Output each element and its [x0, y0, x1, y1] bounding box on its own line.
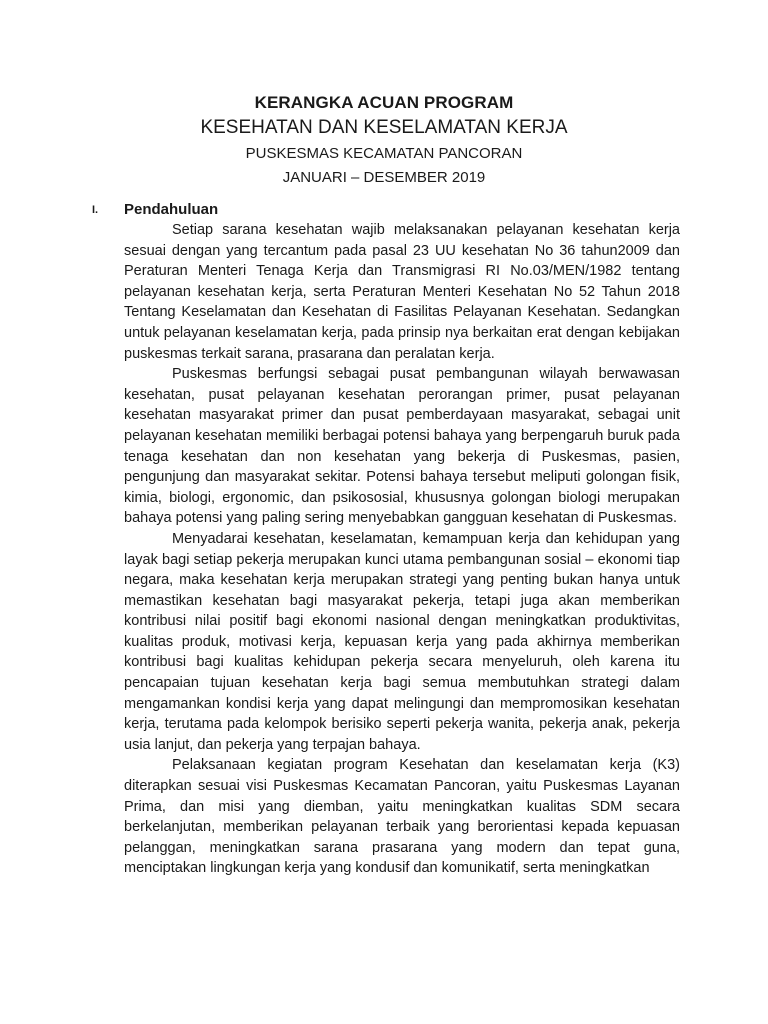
section-heading	[0, 200, 768, 220]
section-title: Pendahuluan	[124, 201, 219, 218]
paragraph: Puskesmas berfungsi sebagai pusat pembangunan wilayah berwawasan kesehatan, pusat pelayanan kesehatan perorangan primer, pusat pelayanan kesehatan masyarakat primer dan pusat pemberdayaan masyarakat, sebagai unit pelayanan kesehatan memiliki berbagai potensi bahaya yang berpengaruh buruk pada tenaga kesehatan dan non kesehatan yang bekerja di Puskesmas, pasien, pengunjung dan masyarakat sekitar. Potensi bahaya tersebut meliputi golongan fisik, kimia, biologi, ergonomic, dan psikososial, khususnya golongan biologi merupakan bahaya potensi yang paling sering menyebabkan gangguan kesehatan di Puskesmas.	[124, 366, 680, 527]
document-title: KERANGKA ACUAN PROGRAM	[254, 93, 514, 112]
institution-name: PUSKESMAS KECAMATAN PANCORAN	[245, 145, 523, 162]
paragraph: Pelaksanaan kegiatan program Kesehatan dan keselamatan kerja (K3) diterapkan sesuai visi Puskesmas Kecamatan Pancoran, yaitu Puskesmas Layanan Prima, dan misi yang diemban, yaitu meningkatkan kualitas SDM secara berkelanjutan, memberikan pelayanan terbaik yang berorientasi kepada kepuasan pelanggan, meningkatkan sarana prasarana yang modern dan tepat guna, menciptakan lingkungan kerja yang kondusif dan komunikatif, serta meningkatkan	[124, 757, 680, 877]
paragraph: Menyadarai kesehatan, keselamatan, kemampuan kerja dan kehidupan yang layak bagi setiap pekerja merupakan kunci utama pembangunan sosial – ekonomi tiap negara, maka kesehatan kerja merupakan strategi yang penting bukan hanya untuk memastikan kesehatan bagi masyarakat pekerja, tetapi juga akan memberikan kontribusi nilai positif bagi ekonomi nasional dengan meningkatkan produktivitas, kualitas produk, motivasi kerja, kepuasan kerja yang pada akhirnya memberikan kontribusi bagi kualitas kehidupan pekerja secara menyeluruh, oleh karena itu pencapaian tujuan kesehatan kerja bagi semua membutuhkan strategi dalam mengamankan kondisi kerja yang dapat melingungi dan mempromosikan kesehatan kerja, terutama pada kelompok berisiko seperti pekerja wanita, pekerja anak, pekerja usia lanjut, dan pekerja yang terpajan bahaya.	[124, 530, 680, 753]
section-number: I.	[92, 204, 99, 216]
period-label: JANUARI – DESEMBER 2019	[282, 169, 486, 186]
section-body	[124, 220, 680, 879]
document-header	[0, 92, 768, 189]
document-subtitle: KESEHATAN DAN KESELAMATAN KERJA	[200, 117, 568, 138]
paragraph: Setiap sarana kesehatan wajib melaksanakan pelayanan kesehatan kerja sesuai dengan yang tercantum pada pasal 23 UU kesehatan No 36 tahun2009 dan Peraturan Menteri Tenaga Kerja dan Transmigrasi RI No.03/MEN/1982 tentang pelayanan kesehatan kerja, serta Peraturan Menteri Kesehatan No 52 Tahun 2018 Tentang Keselamatan dan Kesehatan di Fasilitas Pelayanan Kesehatan. Sedangkan untuk pelayanan keselamatan kerja, pada prinsip nya berkaitan erat dengan kebijakan puskesmas terkait sarana, prasarana dan peralatan kerja.	[124, 222, 680, 362]
